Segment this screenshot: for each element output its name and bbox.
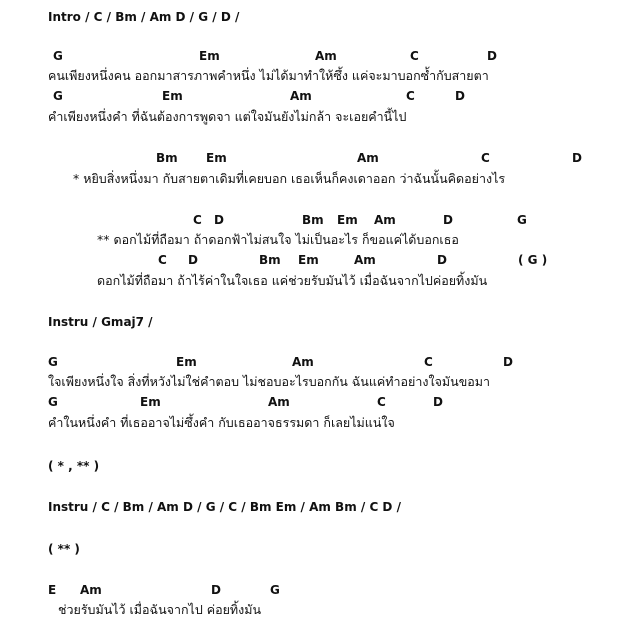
chord: D [443, 213, 453, 227]
chord: Am [357, 151, 379, 165]
chord: Em [162, 89, 183, 103]
chord: G [517, 213, 527, 227]
chord: Bm [302, 213, 324, 227]
lyric-text: ใจเพียงหนึ่งใจ สิ่งที่หวังไม่ใช่คำตอบ ไม่ชอบอะไรบอกกัน ฉันแค่ทำอย่างใจมันขอมา [48, 374, 491, 389]
chord: C [481, 151, 490, 165]
chord: Bm [156, 151, 178, 165]
repeat-instruction: ( ** ) [48, 542, 80, 556]
lyric-text: คำในหนึ่งคำ ที่เธออาจไม่ซึ้งคำ กับเธออาจธรรมดา ก็เลยไม่แน่ใจ [48, 415, 395, 430]
lyric-text: ** ดอกไม้ที่ถือมา ถ้าดอกฟ้าไม่สนใจ ไม่เป็นอะไร ก็ขอแค่ได้บอกเธอ [97, 232, 459, 247]
chord: Em [206, 151, 227, 165]
chord: Am [292, 355, 314, 369]
chord: D [214, 213, 224, 227]
intro-chord-progression: Intro / C / Bm / Am D / G / D / [48, 10, 240, 24]
chord: D [503, 355, 513, 369]
instrumental-chord-progression: Instru / Gmaj7 / [48, 315, 153, 329]
chord: C [410, 49, 419, 63]
chord: C [424, 355, 433, 369]
chord: D [437, 253, 447, 267]
chord: G [270, 583, 280, 597]
chord: Em [337, 213, 358, 227]
chord: Am [80, 583, 102, 597]
chord: C [406, 89, 415, 103]
chord: D [433, 395, 443, 409]
lyric-text: ช่วยรับมันไว้ เมื่อฉันจากไป ค่อยทิ้งมัน [58, 602, 262, 617]
chord: Am [354, 253, 376, 267]
chord: Em [140, 395, 161, 409]
chord: Em [176, 355, 197, 369]
chord: G [53, 49, 63, 63]
chord: D [487, 49, 497, 63]
lyric-text: * หยิบสิ่งหนึ่งมา กับสายตาเดิมที่เคยบอก เธอเห็นก็คงเดาออก ว่าฉันนั้นคิดอย่างไร [73, 171, 506, 186]
chord: D [211, 583, 221, 597]
chord: Am [290, 89, 312, 103]
chord: Am [268, 395, 290, 409]
chord: Em [298, 253, 319, 267]
chord: D [572, 151, 582, 165]
chord: C [158, 253, 167, 267]
chord: ( G ) [518, 253, 548, 267]
chord: C [193, 213, 202, 227]
chord: G [53, 89, 63, 103]
chord: C [377, 395, 386, 409]
instrumental-chord-progression: Instru / C / Bm / Am D / G / C / Bm Em / Am Bm / C D / [48, 500, 401, 514]
chord: D [188, 253, 198, 267]
chord: Am [315, 49, 337, 63]
chord: E [48, 583, 57, 597]
chord: G [48, 355, 58, 369]
lyric-text: ดอกไม้ที่ถือมา ถ้าไร้ค่าในใจเธอ แค่ช่วยรับมันไว้ เมื่อฉันจากไปค่อยทิ้งมัน [97, 273, 488, 288]
chord: Em [199, 49, 220, 63]
chord: Am [374, 213, 396, 227]
lyric-text: คำเพียงหนึ่งคำ ที่ฉันต้องการพูดจา แต่ใจมันยังไม่กล้า จะเอยคำนี้ไป [48, 109, 407, 124]
repeat-instruction: ( * , ** ) [48, 459, 100, 473]
lyric-text: คนเพียงหนึ่งคน ออกมาสารภาพคำหนึ่ง ไม่ได้มาทำให้ซึ้ง แค่จะมาบอกซ้ำกับสายตา [48, 68, 489, 83]
chord: D [455, 89, 465, 103]
chord: Bm [259, 253, 281, 267]
chord: G [48, 395, 58, 409]
